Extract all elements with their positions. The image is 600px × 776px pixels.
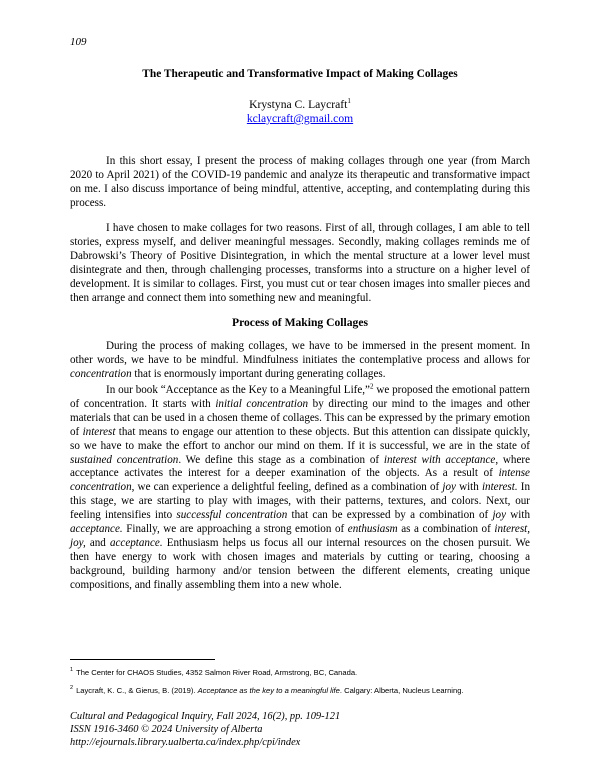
author-email-link[interactable]: kclaycraft@gmail.com — [246, 112, 354, 125]
paragraph-mindfulness: During the process of making collages, we have to be immersed in the present moment. In other words, we have to be mindful. Mindfulness initiates the contemplative process and allows for concentration that is enormously important during generating collages. — [70, 340, 530, 380]
author-footnote-mark[interactable]: 1 — [347, 97, 351, 106]
footnote-1: $^1$ The Center for CHAOS Studies, 4352 Salmon River Road, Armstrong, BC, Canada. — [70, 667, 358, 677]
journal-citation: Cultural and Pedagogical Inquiry, Fall 2024, 16(2), pp. 109-121 — [70, 711, 341, 722]
emphasis-text: concentration — [70, 367, 132, 380]
footnote-mark-2[interactable]: 2 — [369, 382, 374, 391]
author-line — [70, 98, 530, 111]
paragraph-intro: In this short essay, I present the process of making collages through one year (from March 2020 to April 2021) of the COVID-19 pandemic and analyze its therapeutic and transformative impact on me. I also discuss importance of being mindful, attentive, accepting, and contemplating during this process. — [70, 155, 530, 209]
paragraph-reasons: I have chosen to make collages for two reasons. First of all, through collages, I am able to tell stories, express myself, and deliver meaningful messages. Secondly, making collages reminds me of Dabrowski’s Theory of Positive Disintegration, in which the mental structure at a lower level must disintegrate and then, through challenging processes, transforms into a structure on a higher level of development. It is similar to collages. First, you must cut or tear chosen images into smaller pieces and then arrange and connect them into something new and meaningful. — [70, 222, 530, 304]
paragraph-concentration-pattern: In our book “Acceptance as the Key to a Meaningful Life,”$^2$ we proposed the emotional pattern of concentration. It starts with initial concentration by directing our mind to the images and other materials that can be used in a chosen theme of collages. This can be expressed by the primary emotion of interest that means to engage our attention to these objects. But this attention can dissipate quickly, so we have to make the effort to anchor our mind on them. If it is successful, we are in the state of sustained concentration. We define this stage as a combination of interest with acceptance, where acceptance activates the interest for a deeper examination of the objects. As a result of intense concentration, we can experience a delightful feeling, defined as a combination of joy with interest. In this stage, we are starting to play with images, with their patterns, textures, and colors. Next, our feeling intensifies into successful concentration that can be expressed by a combination of joy with acceptance. Finally, we are approaching a strong emotion of enthusiasm as a combination of interest, joy, and acceptance. Enthusiasm helps us focus all our internal resources on the chosen pursuit. We then have energy to work with chosen images and materials by cutting or tearing, choosing a background, building harmony and/or tension between the different elements, creating unique compositions, and finally assembling them into a new whole. — [70, 382, 531, 591]
journal-footer — [70, 710, 530, 749]
footnote-2: $^2$ Laycraft, K. C., & Gierus, B. (2019). Acceptance as the key to a meaningful life. Calgary: Alberta, Nucleus Learning. — [70, 685, 464, 695]
journal-url[interactable]: http://ejournals.library.ualberta.ca/index.php/cpi/index — [70, 737, 301, 748]
article-title: The Therapeutic and Transformative Impact of Making Collages — [142, 68, 458, 80]
journal-issn: ISSN 1916-3460 © 2024 University of Alberta — [70, 724, 263, 735]
author-name: Krystyna C. Laycraft — [249, 98, 348, 111]
footnote-divider — [70, 659, 215, 660]
section-heading: Process of Making Collages — [231, 316, 368, 329]
page-number: 109 — [70, 36, 87, 48]
